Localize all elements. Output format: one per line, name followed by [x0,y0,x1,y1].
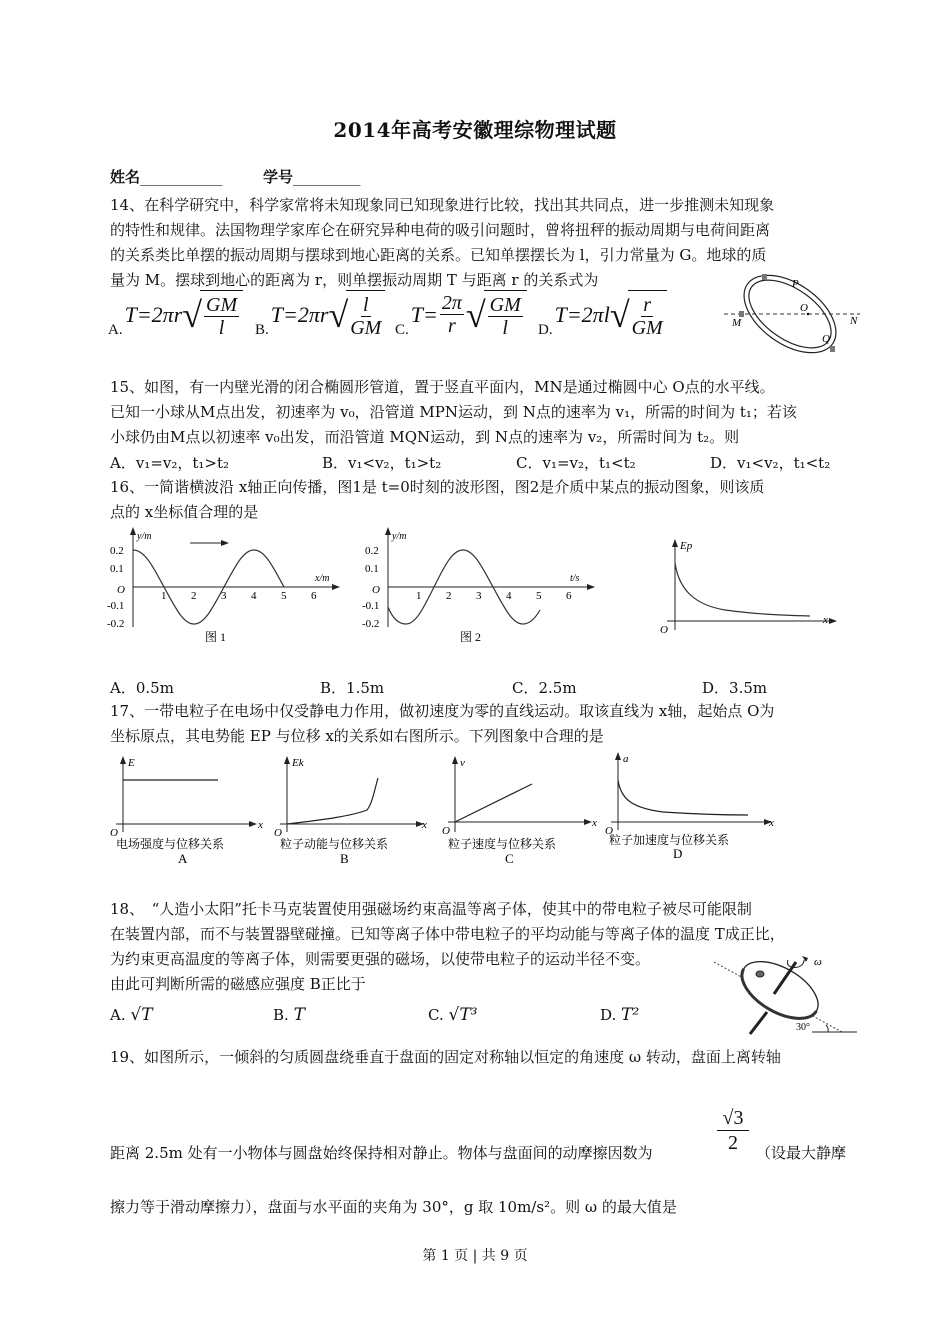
q19-line: 19、如图所示，一倾斜的匀质圆盘绕垂直于盘面的固定对称轴以恒定的角速度 ω 转动，盘面上离转轴 [110,1048,781,1066]
omega-label: ω [814,956,822,968]
frac-num: l [362,294,369,316]
q16-line: 16、一简谐横波沿 x轴正向传播，图1是 t=0时刻的波形图，图2是介质中某点的振动图象，则该质 [110,478,765,496]
q14-option-b [255,290,385,339]
y-axis-label: E [128,757,135,769]
svg-text:5: 5 [281,590,287,602]
q16-option-b: B．1.5m [320,679,385,697]
svg-text:0.1: 0.1 [365,563,379,575]
svg-text:3: 3 [476,590,482,602]
svg-text:t/s: t/s [570,573,580,584]
svg-text:O: O [442,825,450,837]
graph-caption: 粒子动能与位移关系 [280,837,389,851]
graph-b-kinetic-energy [272,752,432,867]
label-n: N [850,315,858,327]
tilted-disk-figure [712,952,862,1037]
id-label: 学号 [262,168,293,186]
frac-den: l [502,317,508,339]
option-label: D. [600,1006,617,1024]
svg-text:-0.2: -0.2 [107,618,125,630]
page-footer: 第 1 页 | 共 9 页 [422,1248,528,1264]
formula-lhs: T=2πl [554,301,610,327]
q14-option-a [108,290,243,339]
svg-text:-0.2: -0.2 [362,618,380,630]
svg-text:0.1: 0.1 [110,563,124,575]
svg-text:y/m: y/m [137,531,152,542]
svg-text:x: x [592,817,597,829]
angle-label: 30° [796,1022,810,1033]
q14-line: 量为 M。摆球到地心的距离为 r，则单摆振动周期 T 与距离 r 的关系式为 [110,271,599,289]
option-expr: T² [621,1005,640,1025]
graph-letter: B [340,851,349,866]
frac-den: GM [350,317,382,339]
option-label: C. [395,322,409,338]
y-axis-label: v [460,757,465,769]
y-axis-label: Ek [292,757,304,769]
q16-option-a: A．0.5m [110,679,174,697]
name-label: 姓名 [110,168,141,186]
graph-c-velocity [440,752,600,867]
q15-option-d: D．v₁<v₂，t₁<t₂ [710,454,831,472]
graph-caption: 粒子速度与位移关系 [448,837,557,851]
graph-caption: 粒子加速度与位移关系 [609,833,730,847]
q18-option-a [110,1005,153,1025]
id-blank: _________ [293,168,361,186]
q18-line: 由此可判断所需的磁感应强度 B正比于 [110,975,366,993]
frac-den: r [447,315,456,337]
mu-fraction [717,1106,749,1155]
wave-figure-2 [360,527,600,647]
wave-figure-1 [105,527,345,647]
svg-text:3: 3 [221,590,227,602]
frac-den: l [218,317,225,339]
graph-letter: A [178,851,188,866]
formula-lhs: T=2πr [124,301,183,327]
x-axis-label: x [823,614,828,626]
svg-text:O: O [110,827,118,839]
svg-text:O: O [274,827,282,839]
graph-letter: D [673,846,683,861]
q19-line: 擦力等于滑动摩擦力），盘面与水平面的夹角为 30°，g 取 10m/s²。则 ω 的最大值是 [110,1198,677,1216]
ellipse-pipe-figure [722,272,862,354]
q15-option-b: B．v₁<v₂，t₁>t₂ [322,454,442,472]
q14-line: 的特性和规律。法国物理学家库仑在研究异种电荷的吸引问题时，曾将扭秤的振动周期与电荷间距离 [110,221,771,239]
student-info [110,166,361,188]
svg-text:x: x [258,819,263,831]
q18-option-b [273,1005,305,1025]
q17-line: 坐标原点，其电势能 EP 与位移 x的关系如右图所示。下列图象中合理的是 [110,727,604,745]
sqrt-icon: √ [465,294,486,335]
q14-line: 的关系类比单摆的振动周期与摆球到地心距离的关系。已知单摆摆长为 l，引力常量为 G。地球的质 [110,246,767,264]
option-label: C. [428,1006,444,1024]
mu-numerator: √3 [717,1106,749,1131]
formula-lhs: T=2πr [270,301,329,327]
q18-line: 18、 “人造小太阳”托卡马克装置使用强磁场约束高温等离子体，使其中的带电粒子被尽可能限制 [110,900,752,918]
mu-denominator: 2 [728,1132,738,1154]
option-label: A. [108,322,123,338]
svg-text:x: x [422,819,427,831]
svg-text:x/m: x/m [315,573,330,584]
frac-den: GM [631,317,663,339]
q19-line: （设最大静摩 [756,1144,847,1162]
svg-text:2: 2 [446,590,452,602]
label-m: M [732,317,742,329]
option-label: B. [273,1006,289,1024]
q14-option-c [395,290,527,339]
q15-line: 小球仍由M点以初速率 v₀出发，而沿管道 MQN运动，到 N点的速率为 v₂，所需时间为 t₂。则 [110,428,740,446]
name-blank: ___________ [140,168,223,186]
q16-option-d: D．3.5m [702,679,768,697]
option-expr: √T³ [448,1005,478,1025]
frac-num: 2π [441,292,462,314]
svg-text:6: 6 [566,590,572,602]
formula-lhs: T= [410,301,438,327]
option-expr: √T [130,1005,153,1025]
q15-option-a: A．v₁=v₂，t₁>t₂ [110,454,230,472]
label-o: O [800,302,808,314]
option-label: D. [538,322,553,338]
q15-line: 已知一小球从M点出发，初速率为 v₀，沿管道 MPN运动，到 N点的速率为 v₁，所需的时间为 t₁；若该 [110,403,797,421]
frac-num: r [643,294,652,316]
q18-line: 为约束更高温度的等离子体，则需要更强的磁场，以使带电粒子的运动半径不变。 [110,950,651,968]
svg-text:-0.1: -0.1 [362,600,380,612]
svg-text:4: 4 [506,590,512,602]
sqrt-icon: √ [609,294,630,335]
q14-line: 14、在科学研究中，科学家常将未知现象同已知现象进行比较，找出其共同点，进一步推测未知现象 [110,196,775,214]
svg-text:x: x [769,817,774,829]
graph-d-acceleration [603,752,778,867]
q19-line: 距离 2.5m 处有一小物体与圆盘始终保持相对静止。物体与盘面间的动摩擦因数为 [110,1144,653,1162]
q18-option-d [600,1005,639,1025]
q18-option-c [428,1005,478,1025]
ep-axis-label: Ep [680,540,693,552]
label-q: Q [822,333,830,345]
origin-label: O [660,624,668,635]
graph-letter: C [505,851,514,866]
q18-line: 在装置内部，而不与装置器壁碰撞。已知等离子体中带电粒子的平均动能与等离子体的温度 T成正比， [110,925,785,943]
svg-text:4: 4 [251,590,257,602]
q16-option-c: C．2.5m [512,679,577,697]
q16-line: 点的 x坐标值合理的是 [110,503,259,521]
svg-text:O: O [372,584,380,596]
q15-option-c: C．v₁=v₂，t₁<t₂ [516,454,636,472]
graph-caption: 电场强度与位移关系 [116,837,225,851]
svg-text:0.2: 0.2 [110,545,124,557]
q17-line: 17、一带电粒子在电场中仅受静电力作用，做初速度为零的直线运动。取该直线为 x轴，起始点 O为 [110,702,775,720]
svg-text:O: O [117,584,125,596]
svg-text:5: 5 [536,590,542,602]
sqrt-icon: √ [182,294,203,335]
q14-option-d [538,290,667,339]
svg-text:-0.1: -0.1 [107,600,125,612]
fig2-caption: 图 2 [460,630,482,644]
svg-text:1: 1 [161,590,167,602]
ep-x-figure [655,535,840,635]
svg-text:2: 2 [191,590,197,602]
frac-num: GM [489,294,521,316]
svg-text:O: O [605,825,613,837]
y-axis-label: a [623,753,629,765]
svg-text:y/m: y/m [392,531,407,542]
svg-text:1: 1 [416,590,422,602]
option-label: B. [255,322,269,338]
label-p: P [792,278,799,290]
sqrt-icon: √ [328,294,349,335]
option-expr: T [293,1005,305,1025]
page-title: 2014年高考安徽理综物理试题 [333,118,617,142]
frac-num: GM [206,294,238,316]
graph-a-field-strength [108,752,263,867]
svg-text:0.2: 0.2 [365,545,379,557]
q15-line: 15、如图，有一内壁光滑的闭合椭圆形管道，置于竖直平面内，MN是通过椭圆中心 O点的水平线。 [110,378,775,396]
fig1-caption: 图 1 [205,630,227,644]
option-label: A. [110,1006,126,1024]
svg-text:6: 6 [311,590,317,602]
